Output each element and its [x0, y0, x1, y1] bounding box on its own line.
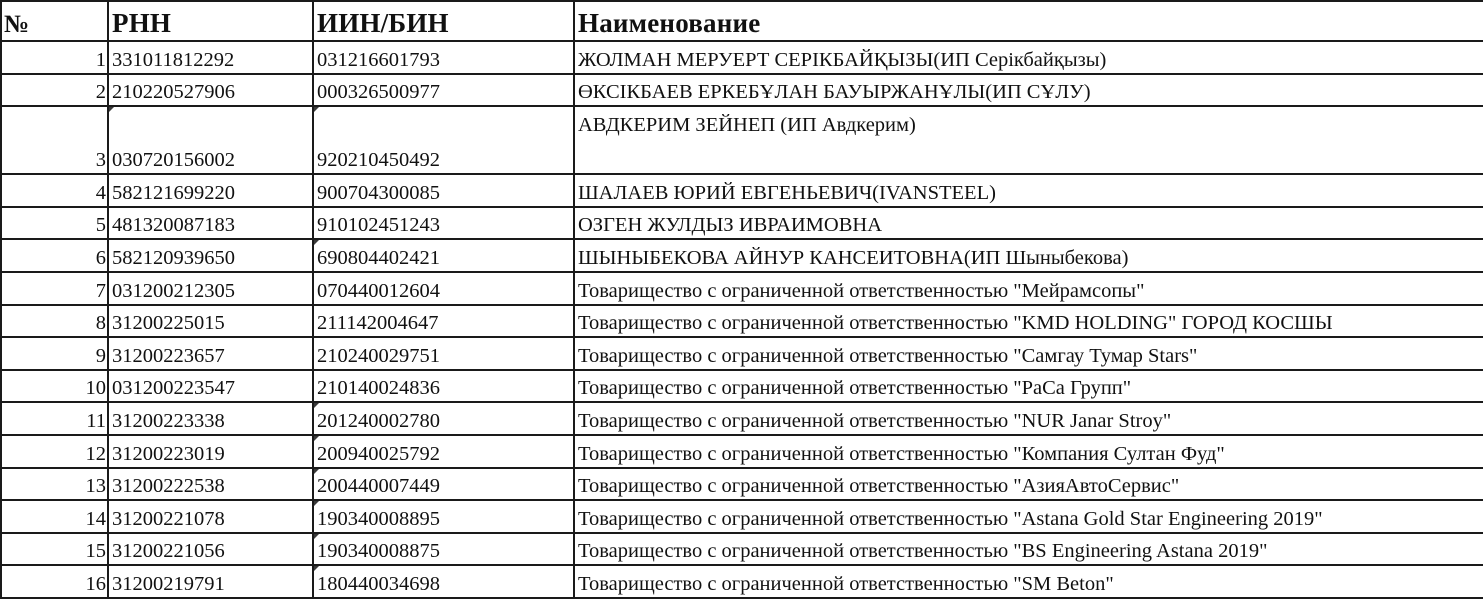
iin-cell: 201240002780 [313, 402, 574, 435]
header-row [1, 1, 1483, 41]
rnn-cell: 31200223019 [108, 435, 313, 468]
name-cell: Товарищество с ограниченной ответственностью "РаСа Групп" [574, 370, 1483, 403]
iin-cell: 200940025792 [313, 435, 574, 468]
name-cell: ШЫНЫБЕКОВА АЙНУР КАНСЕИТОВНА(ИП Шыныбекова) [574, 239, 1483, 272]
row-number: 2 [1, 74, 108, 107]
header-rnn: РНН [108, 1, 313, 41]
name-cell: Товарищество с ограниченной ответственностью "Компания Султан Фуд" [574, 435, 1483, 468]
rnn-cell: 031200223547 [108, 370, 313, 403]
row-number: 3 [1, 106, 108, 174]
rnn-cell: 31200221056 [108, 533, 313, 566]
rnn-cell: 31200222538 [108, 468, 313, 501]
rnn-cell: 31200225015 [108, 305, 313, 338]
rnn-cell: 31200221078 [108, 500, 313, 533]
rnn-cell: 030720156002 [108, 106, 313, 174]
table-row [1, 174, 1483, 207]
table-row [1, 337, 1483, 370]
header-name: Наименование [574, 1, 1483, 41]
table-row [1, 41, 1483, 74]
name-cell: Товарищество с ограниченной ответственностью "KMD HOLDING" ГОРОД КОСШЫ [574, 305, 1483, 338]
iin-cell: 900704300085 [313, 174, 574, 207]
header-num: № [1, 1, 108, 41]
row-number: 8 [1, 305, 108, 338]
iin-cell: 210240029751 [313, 337, 574, 370]
row-number: 5 [1, 207, 108, 240]
table-row [1, 402, 1483, 435]
table-row [1, 500, 1483, 533]
iin-cell: 190340008875 [313, 533, 574, 566]
table-row [1, 533, 1483, 566]
row-number: 10 [1, 370, 108, 403]
table-row [1, 468, 1483, 501]
name-cell: Товарищество с ограниченной ответственностью "АзияАвтоСервис" [574, 468, 1483, 501]
iin-cell: 210140024836 [313, 370, 574, 403]
row-number: 14 [1, 500, 108, 533]
name-cell: ӨКСІКБАЕВ ЕРКЕБҰЛАН БАУЫРЖАНҰЛЫ(ИП СҰЛУ) [574, 74, 1483, 107]
table-row [1, 272, 1483, 305]
rnn-cell: 31200223338 [108, 402, 313, 435]
row-number: 4 [1, 174, 108, 207]
table-row [1, 370, 1483, 403]
table-row [1, 305, 1483, 338]
name-cell: Товарищество с ограниченной ответственностью "SM Beton" [574, 565, 1483, 598]
table-row [1, 207, 1483, 240]
iin-cell: 031216601793 [313, 41, 574, 74]
name-cell: Товарищество с ограниченной ответственностью "NUR Janar Stroy" [574, 402, 1483, 435]
name-cell: ЖОЛМАН МЕРУЕРТ СЕРІКБАЙҚЫЗЫ(ИП Серікбайқызы) [574, 41, 1483, 74]
row-number: 12 [1, 435, 108, 468]
rnn-cell: 31200223657 [108, 337, 313, 370]
row-number: 16 [1, 565, 108, 598]
row-number: 7 [1, 272, 108, 305]
table-row [1, 239, 1483, 272]
table-row [1, 74, 1483, 107]
iin-cell: 690804402421 [313, 239, 574, 272]
rnn-cell: 31200219791 [108, 565, 313, 598]
iin-cell: 190340008895 [313, 500, 574, 533]
row-number: 11 [1, 402, 108, 435]
name-cell: ШАЛАЕВ ЮРИЙ ЕВГЕНЬЕВИЧ(IVANSTEEL) [574, 174, 1483, 207]
table-row [1, 565, 1483, 598]
iin-cell: 200440007449 [313, 468, 574, 501]
header-iin: ИИН/БИН [313, 1, 574, 41]
rnn-cell: 031200212305 [108, 272, 313, 305]
row-number: 15 [1, 533, 108, 566]
rnn-cell: 481320087183 [108, 207, 313, 240]
name-cell: Товарищество с ограниченной ответственностью "Astana Gold Star Engineering 2019" [574, 500, 1483, 533]
iin-cell: 910102451243 [313, 207, 574, 240]
iin-cell: 211142004647 [313, 305, 574, 338]
name-cell: ОЗГЕН ЖУЛДЫЗ ИВРАИМОВНА [574, 207, 1483, 240]
iin-cell: 180440034698 [313, 565, 574, 598]
table-row [1, 435, 1483, 468]
table-row [1, 106, 1483, 174]
rnn-cell: 210220527906 [108, 74, 313, 107]
row-number: 1 [1, 41, 108, 74]
name-cell: АВДКЕРИМ ЗЕЙНЕП (ИП Авдкерим) [574, 106, 1483, 174]
iin-cell: 920210450492 [313, 106, 574, 174]
row-number: 6 [1, 239, 108, 272]
name-cell: Товарищество с ограниченной ответственностью "Самгау Тумар Stars" [574, 337, 1483, 370]
name-cell: Товарищество с ограниченной ответственностью "Мейрамсопы" [574, 272, 1483, 305]
row-number: 9 [1, 337, 108, 370]
rnn-cell: 331011812292 [108, 41, 313, 74]
rnn-cell: 582120939650 [108, 239, 313, 272]
name-cell: Товарищество с ограниченной ответственностью "BS Engineering Astana 2019" [574, 533, 1483, 566]
iin-cell: 070440012604 [313, 272, 574, 305]
rnn-cell: 582121699220 [108, 174, 313, 207]
iin-cell: 000326500977 [313, 74, 574, 107]
row-number: 13 [1, 468, 108, 501]
